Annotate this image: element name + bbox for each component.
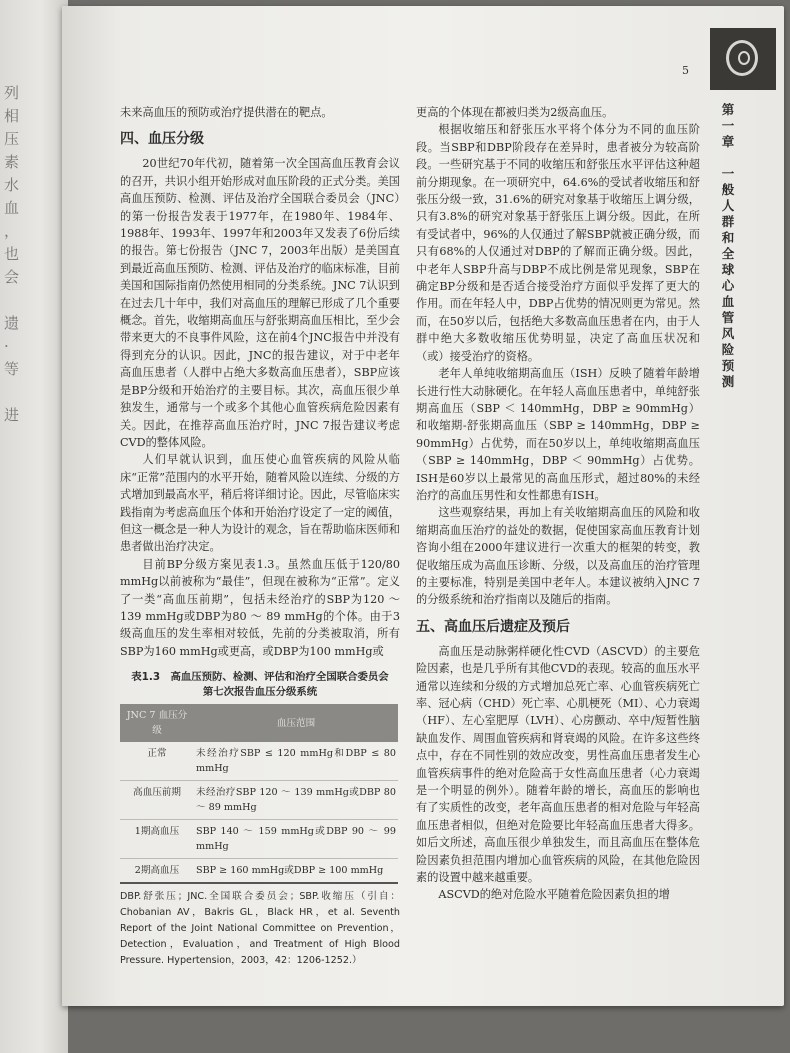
- left-page-char: 列: [4, 84, 20, 102]
- book-page: [62, 6, 784, 1006]
- table-note: DBP.舒张压；JNC.全国联合委员会；SBP.收缩压（引自：Chobanian AV，Bakris GL，Black HR，et al. Seventh Report of the Joint National Committee on Prevention，Detection，Evaluation，and Treatment of High Blood Pressure. Hypertension，2003，42：1206-1252.）: [120, 891, 400, 967]
- left-page-char: 会: [4, 268, 20, 286]
- paragraph: 目前BP分级方案见表1.3。虽然血压低于120/80 mmHg以前被称为“最佳”，但现在被称为“正常”。定义了一类“高血压前期”，包括未经治疗的SBP为120 ～ 139 mmHg或DBP为80 ～ 89 mmHg的个体。由于3级高血压的发生率相对较低，先前的分类被取消，所有SBP为160 mmHg或更高，或DBP为100 mmHg或: [120, 557, 400, 658]
- table-cell-grade: 正常: [120, 742, 194, 781]
- table-cell-grade: 1期高血压: [120, 820, 194, 859]
- table-title-line1: 表1.3 高血压预防、检测、评估和治疗全国联合委员会: [131, 671, 389, 684]
- right-column: [416, 104, 700, 904]
- chapter-tab-char: 人: [721, 198, 735, 213]
- left-page-char: [4, 381, 24, 404]
- paragraph: 这些观察结果，再加上有关收缩期高血压的风险和收缩期高血压治疗的益处的数据，促使国家高血压教育计划咨询小组在2000年建议进行一次重大的框架的转变，教促收缩压成为高血压诊断、分级，以及高血压的治疗管理的主要标准，特别是美国中老年人。本建议被纳入JNC 7的分级系统和治疗指南以及随后的指南。: [416, 506, 700, 607]
- left-page-char: ·: [4, 337, 9, 355]
- chapter-tab-char: 测: [721, 374, 735, 389]
- paragraph: ASCVD的绝对危险水平随着危险因素负担的增: [438, 888, 670, 902]
- chapter-tab-char: 管: [721, 310, 735, 325]
- table-cell-grade: 高血压前期: [120, 781, 194, 820]
- table-title: [120, 670, 400, 700]
- chapter-tab-char: 一: [721, 118, 735, 133]
- chapter-tab-char: [714, 150, 742, 166]
- paragraph: 未来高血压的预防或治疗提供潜在的靶点。: [120, 106, 333, 119]
- chapter-tab-char: 心: [721, 278, 735, 293]
- table-cell-range: SBP ≥ 160 mmHg或DBP ≥ 100 mmHg: [194, 859, 398, 884]
- paragraph: 老年人单纯收缩期高血压（ISH）反映了随着年龄增长进行性大动脉硬化。在年轻人高血压患者中，单纯舒张期高血压（SBP ＜ 140mmHg，DBP ≥ 90mmHg）和收缩期-舒张期高血压（SBP ≥ 140mmHg，DBP ≥ 90mmHg）占优势，而在50岁以上，单纯收缩期高血压（SBP ≥ 140mmHg，DBP ＜ 90mmHg）占优势。ISH是60岁以上最常见的高血压形式，超过80%的未经治疗的高血压男性和女性都患有ISH。: [416, 367, 700, 502]
- left-page-char: 等: [4, 360, 20, 378]
- left-page-char: ，: [4, 222, 20, 240]
- left-page-char: 水: [4, 176, 20, 194]
- left-page-text: [4, 82, 24, 427]
- left-page-char: 素: [4, 153, 20, 171]
- left-page-char: 相: [4, 107, 20, 125]
- table-header-grade: JNC 7 血压分级: [126, 710, 188, 737]
- table-row: [120, 781, 398, 820]
- left-page-char: 也: [4, 245, 20, 263]
- section-heading-prognosis: 五、高血压后遗症及预后: [416, 618, 570, 635]
- page-number: 5: [682, 64, 689, 77]
- bp-classification-table: [120, 704, 398, 884]
- chapter-logo: [710, 28, 776, 90]
- chapter-tab-char: 一: [721, 166, 735, 181]
- table-row: [120, 742, 398, 781]
- chapter-tab-char: 风: [721, 326, 735, 341]
- left-page-char: 遗: [4, 314, 20, 332]
- paragraph: 高血压是动脉粥样硬化性CVD（ASCVD）的主要危险因素，也是几乎所有其他CVD的表现。较高的血压水平通常以连续和分级的方式增加总死亡率、心血管疾病死亡率、冠心病（CHD）死亡率、心肌梗死（MI）、心力衰竭（HF）、左心室肥厚（LVH）、心房颤动、卒中/短暂性脑缺血发作、周围血管疾病和肾衰竭的风险。在许多这些终点中，存在不同性别的效应改变，男性高血压患者发生心血管疾病事件的绝对危险高于女性高血压患者（心力衰竭是一个明显的例外）。随着年龄的增长，高血压的影响也有了实质性的改变，老年高血压患者的相对危险与年轻高血压患者相似，但绝对危险要比年轻高血压患者大得多。如后文所述，高血压很少单独发生，而且高血压在整体危险因素负担范围内增加心血管疾病的风险，在其他危险因素的设置中越来越重要。: [416, 644, 700, 885]
- paragraph: 20世纪70年代初，随着第一次全国高血压教育会议的召开，共识小组开始形成对血压阶段的正式分类。美国高血压预防、检测、评估及治疗全国联合委员会（JNC）的第一份报告发表于1977年，在1980年、1984年、1988年、1993年、1997年和2003年又发表了6份后续的报告。第七份报告（JNC 7，2003年出版）是美国直到最近高血压预防、检测、评估及治疗的临床标准，目前美国和国际指南仍然使用相同的分类系统。JNC 7认识到在过去几十年中，我们对高血压的理解已形成了几个重要概念。首先，收缩期高血压与舒张期高血压相比，至少会带来更大的不良事件风险，这在前4个JNC报告中并没有得到充分的认识。因此，JNC的报告建议，对于中老年高血压患者（人群中占绝大多数高血压患者），SBP应该是BP分级和开始治疗的主要目标。其次，高血压很少单独发生，通常与一个或多个其他心血管疾病危险因素有关。因此，在推荐高血压治疗时，JNC 7报告建议考虑CVD的整体风险。: [120, 157, 400, 449]
- chapter-tab-char: 血: [721, 294, 735, 309]
- chapter-tab-char: 第: [721, 102, 735, 117]
- chapter-tab: [714, 102, 742, 390]
- left-column: [120, 104, 400, 969]
- paragraph: 人们早就认识到，血压使心血管疾病的风险从临床“正常”范围内的水平开始，随着风险以连续、分级的方式增加到最高水平，稍后将详细讨论。因此，尽管临床实践指南为考虑高血压个体和开始治疗设定了一定的阈值，但这一概念是一种人为设计的观念，旨在帮助临床医师和患者做出治疗决定。: [120, 453, 400, 554]
- heart-logo-icon: [726, 40, 758, 76]
- table-title-line2: 第七次报告血压分级系统: [202, 686, 318, 699]
- table-cell-range: 未经治疗SBP 120 ～ 139 mmHg或DBP 80 ～ 89 mmHg: [194, 781, 398, 820]
- left-page-char: [4, 289, 24, 312]
- table-cell-range: SBP 140 ～ 159 mmHg或DBP 90 ～ 99 mmHg: [194, 820, 398, 859]
- table-header-row: [120, 704, 398, 742]
- chapter-tab-char: 般: [721, 182, 735, 197]
- chapter-tab-char: 预: [721, 358, 735, 373]
- paragraph: 更高的个体现在都被归类为2级高血压。: [416, 106, 614, 119]
- table-row: [120, 859, 398, 884]
- left-page-char: 血: [4, 199, 20, 217]
- table-cell-range: 未经治疗SBP ≤ 120 mmHg和DBP ≤ 80 mmHg: [194, 742, 398, 781]
- chapter-tab-char: 球: [721, 262, 735, 277]
- left-page-edge: [0, 0, 68, 1053]
- chapter-tab-char: 和: [721, 230, 735, 245]
- section-heading-classification: 四、血压分级: [120, 131, 204, 148]
- chapter-tab-char: 群: [721, 214, 735, 229]
- paragraph: 根据收缩压和舒张压水平将个体分为不同的血压阶段。当SBP和DBP阶段存在差异时，患者被分为较高阶段。一些研究基于不同的收缩压和舒张压水平评估这种超前分期现象。在一项研究中，64.6%的受试者收缩压和舒张压分级一致，31.6%的研究对象基于收缩压上调分级，只有3.8%的研究对象基于舒张压上调分级。因此，在所有受试者中，96%的人仅通过了解SBP就被正确分级，而只有68%的人仅通过对DBP的了解而正确分级。因此，中老年人SBP升高与DBP不成比例是常见现象，SBP在确定BP分级和是否适合接受治疗方面似乎发挥了更大的作用。而在年轻人中，DBP占优势的情况则更为常见。然而，在50岁以后，包括绝大多数高血压患者在内，由于人群中绝大多数收缩压优势明显，决定了高血压状况和（或）接受治疗的资格。: [416, 123, 700, 363]
- table-header-range: 血压范围: [276, 717, 316, 729]
- chapter-tab-char: 章: [721, 134, 735, 149]
- table-row: [120, 820, 398, 859]
- left-page-char: 压: [4, 130, 20, 148]
- chapter-tab-char: 全: [721, 246, 735, 261]
- left-page-char: 进: [4, 406, 20, 424]
- table-cell-grade: 2期高血压: [120, 859, 194, 884]
- chapter-tab-char: 险: [721, 342, 735, 357]
